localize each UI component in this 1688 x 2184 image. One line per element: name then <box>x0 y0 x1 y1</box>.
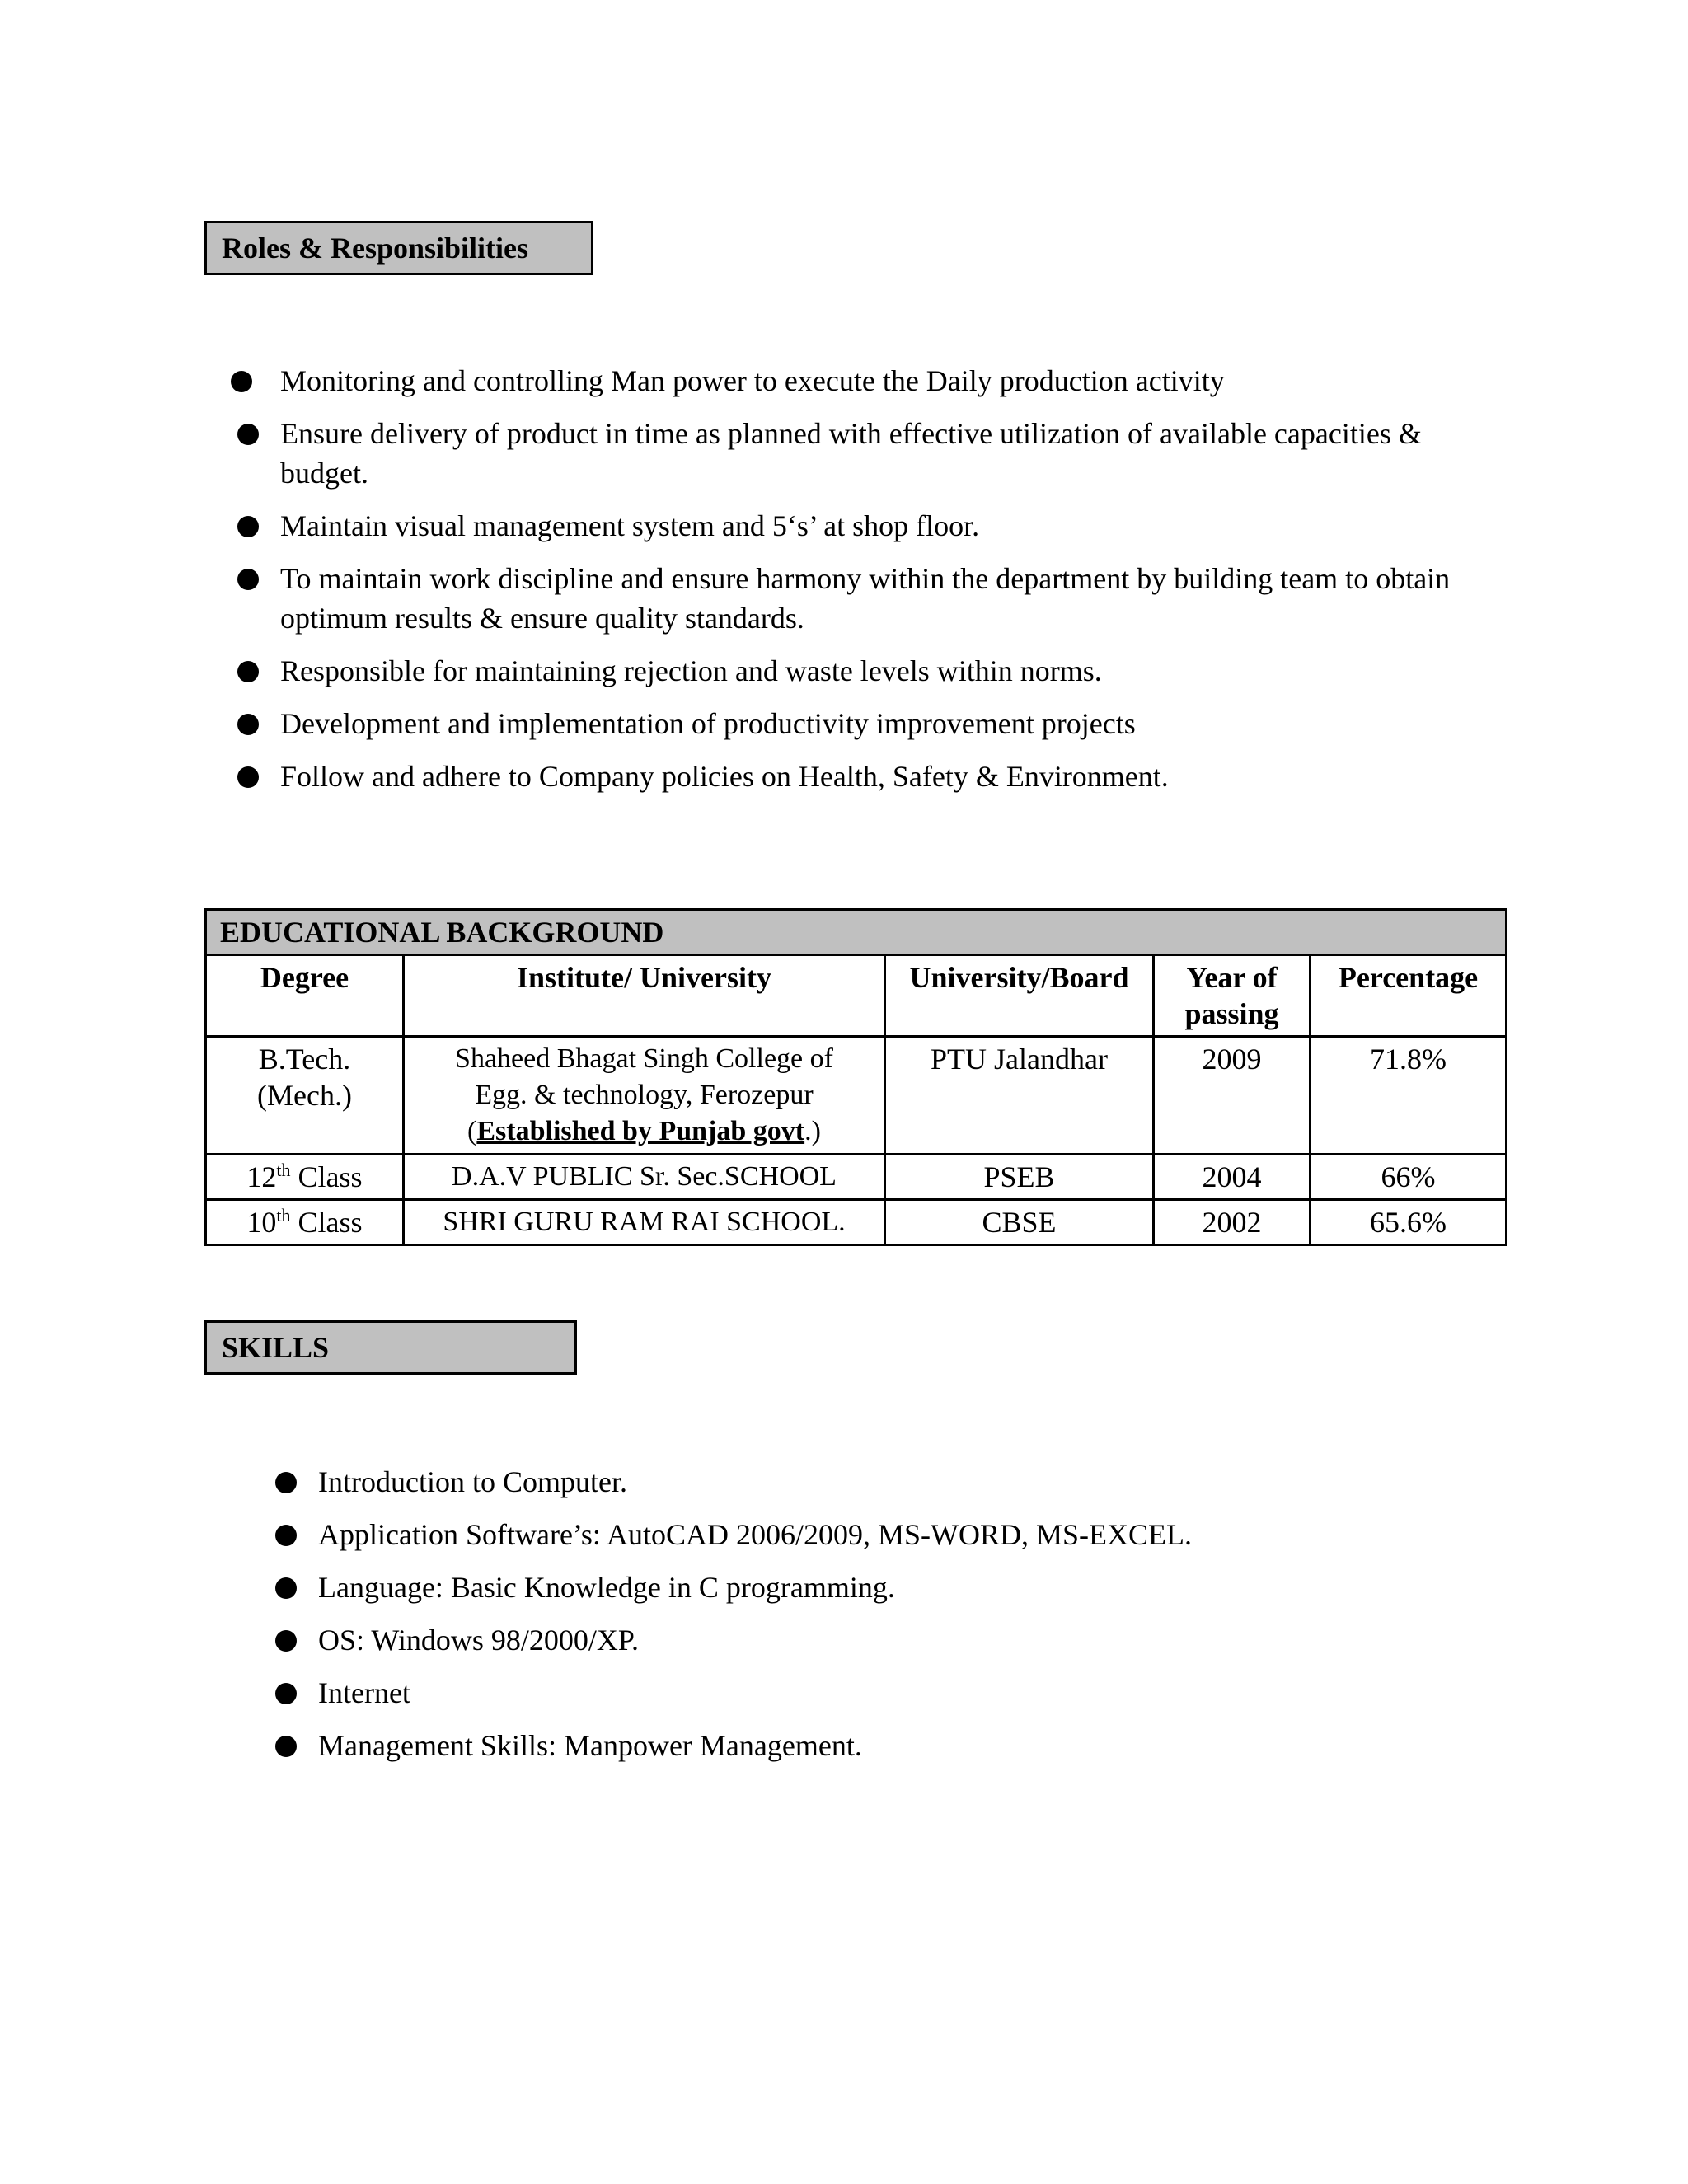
degree-cell: B.Tech. (Mech.) <box>206 1037 404 1155</box>
year-cell: 2002 <box>1154 1200 1311 1245</box>
bullet-icon <box>237 714 259 735</box>
year-cell: 2004 <box>1154 1155 1311 1200</box>
board-cell: CBSE <box>885 1200 1154 1245</box>
roles-heading <box>204 221 593 275</box>
bullet-icon <box>237 569 259 590</box>
header-year: Year of passing <box>1154 955 1311 1037</box>
header-institute: Institute/ University <box>404 955 885 1037</box>
header-percentage: Percentage <box>1311 955 1507 1037</box>
table-row <box>206 1200 1507 1245</box>
list-item: Internet <box>275 1673 1429 1713</box>
year-cell: 2009 <box>1154 1037 1311 1155</box>
list-item: Ensure delivery of product in time as planned with effective utilization of available capacities & budget. <box>237 414 1507 493</box>
percentage-cell: 65.6% <box>1311 1200 1507 1245</box>
roles-list <box>237 361 1507 809</box>
percentage-cell: 71.8% <box>1311 1037 1507 1155</box>
skills-heading-text: SKILLS <box>222 1331 330 1364</box>
bullet-icon <box>237 516 259 537</box>
degree-cell: 12th Class <box>206 1155 404 1200</box>
institute-cell: D.A.V PUBLIC Sr. Sec.SCHOOL <box>404 1155 885 1200</box>
bullet-icon <box>275 1525 297 1546</box>
roles-heading-text: Roles & Responsibilities <box>222 232 529 265</box>
bullet-icon <box>275 1472 297 1493</box>
list-item: OS: Windows 98/2000/XP. <box>275 1620 1429 1660</box>
table-row <box>206 1037 1507 1155</box>
bullet-icon <box>237 766 259 788</box>
table-row <box>206 1155 1507 1200</box>
list-item: Follow and adhere to Company policies on Health, Safety & Environment. <box>237 757 1507 796</box>
education-table <box>204 908 1507 1246</box>
bullet-icon <box>275 1630 297 1652</box>
degree-cell: 10th Class <box>206 1200 404 1245</box>
list-item: Maintain visual management system and 5‘s’ at shop floor. <box>237 506 1507 546</box>
header-board: University/Board <box>885 955 1154 1037</box>
list-item: Development and implementation of productivity improvement projects <box>237 704 1507 743</box>
list-item: Introduction to Computer. <box>275 1462 1429 1502</box>
education-heading: EDUCATIONAL BACKGROUND <box>206 910 1507 955</box>
skills-heading <box>204 1320 577 1375</box>
percentage-cell: 66% <box>1311 1155 1507 1200</box>
skills-list <box>275 1462 1429 1779</box>
bullet-icon <box>275 1736 297 1757</box>
bullet-icon <box>275 1683 297 1704</box>
bullet-icon <box>237 424 259 445</box>
bullet-icon <box>275 1577 297 1599</box>
established-note: Established by Punjab govt <box>476 1116 805 1146</box>
list-item: To maintain work discipline and ensure harmony within the department by building team to obtain optimum results & ensure quality standards. <box>237 559 1507 638</box>
bullet-icon <box>237 661 259 682</box>
list-item: Responsible for maintaining rejection and waste levels within norms. <box>237 651 1507 691</box>
list-item: Management Skills: Manpower Management. <box>275 1726 1429 1765</box>
list-item: Application Software’s: AutoCAD 2006/2009, MS-WORD, MS-EXCEL. <box>275 1515 1429 1554</box>
board-cell: PSEB <box>885 1155 1154 1200</box>
bullet-icon <box>231 371 252 392</box>
table-header-row <box>206 955 1507 1037</box>
board-cell: PTU Jalandhar <box>885 1037 1154 1155</box>
header-degree: Degree <box>206 955 404 1037</box>
institute-cell: Shaheed Bhagat Singh College of Egg. & technology, Ferozepur (Established by Punjab govt.) <box>404 1037 885 1155</box>
institute-cell: SHRI GURU RAM RAI SCHOOL. <box>404 1200 885 1245</box>
list-item: Monitoring and controlling Man power to execute the Daily production activity <box>237 361 1507 401</box>
list-item: Language: Basic Knowledge in C programming. <box>275 1568 1429 1607</box>
